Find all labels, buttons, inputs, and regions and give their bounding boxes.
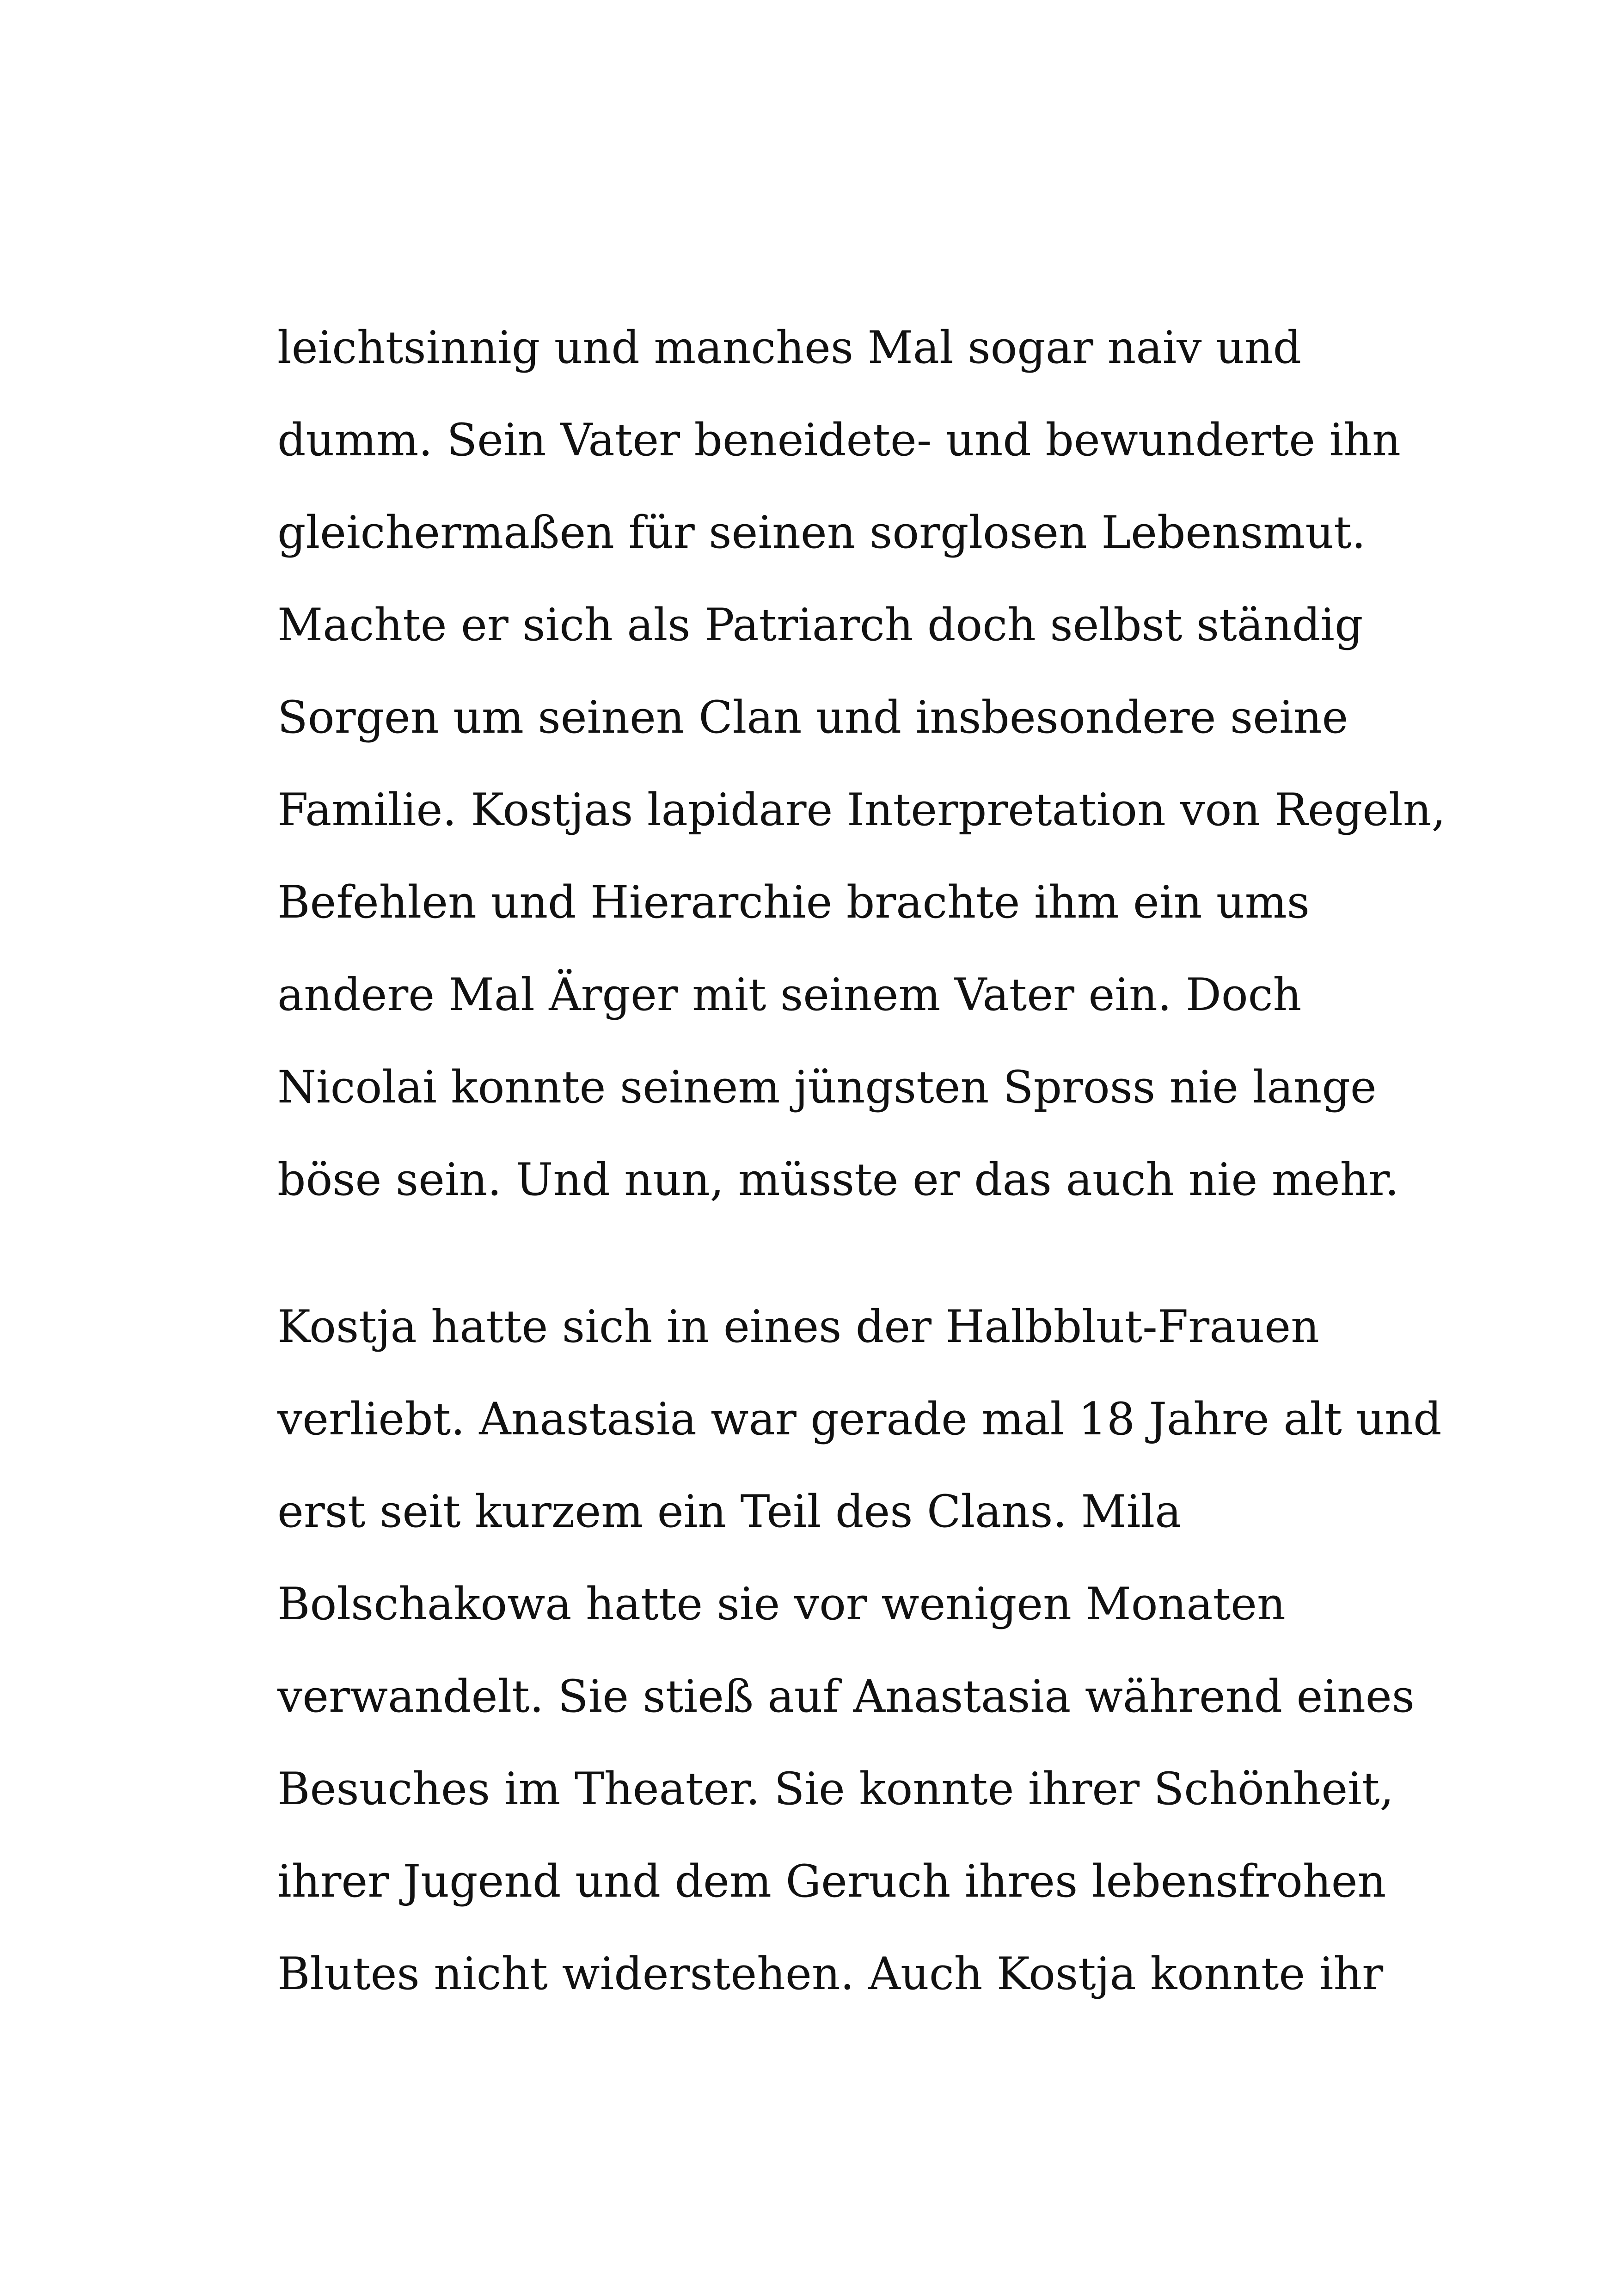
text-line: Kostja hatte sich in eines der Halbblut-Frauen <box>277 1301 1319 1353</box>
text-line: gleichermaßen für seinen sorglosen Lebensmut. <box>277 507 1366 558</box>
text-line: Familie. Kostjas lapidare Interpretation von Regeln, <box>277 784 1446 836</box>
text-line: andere Mal Ärger mit seinem Vater ein. Doch <box>277 969 1302 1021</box>
paragraph-2 <box>277 1280 1442 2020</box>
text-line: Nicolai konnte seinem jüngsten Spross nie lange <box>277 1061 1377 1113</box>
text-line: ihrer Jugend und dem Geruch ihres lebensfrohen <box>277 1855 1386 1907</box>
text-line: Befehlen und Hierarchie brachte ihm ein ums <box>277 876 1310 928</box>
text-line: erst seit kurzem ein Teil des Clans. Mila <box>277 1486 1182 1537</box>
text-line: böse sein. Und nun, müsste er das auch nie mehr. <box>277 1154 1399 1206</box>
text-line: Bolschakowa hatte sie vor wenigen Monaten <box>277 1578 1286 1630</box>
text-line: dumm. Sein Vater beneidete- und bewunderte ihn <box>277 414 1401 466</box>
text-line: Blutes nicht widerstehen. Auch Kostja konnte ihr <box>277 1948 1384 2000</box>
text-line: Sorgen um seinen Clan und insbesondere seine <box>277 692 1348 743</box>
text-line: verwandelt. Sie stieß auf Anastasia während eines <box>277 1671 1415 1722</box>
paragraph-1 <box>277 301 1446 1226</box>
text-line: Machte er sich als Patriarch doch selbst ständig <box>277 599 1363 651</box>
text-line: leichtsinnig und manches Mal sogar naiv und <box>277 322 1302 373</box>
text-line: Besuches im Theater. Sie konnte ihrer Schönheit, <box>277 1763 1394 1815</box>
text-line: verliebt. Anastasia war gerade mal 18 Jahre alt und <box>277 1393 1442 1445</box>
